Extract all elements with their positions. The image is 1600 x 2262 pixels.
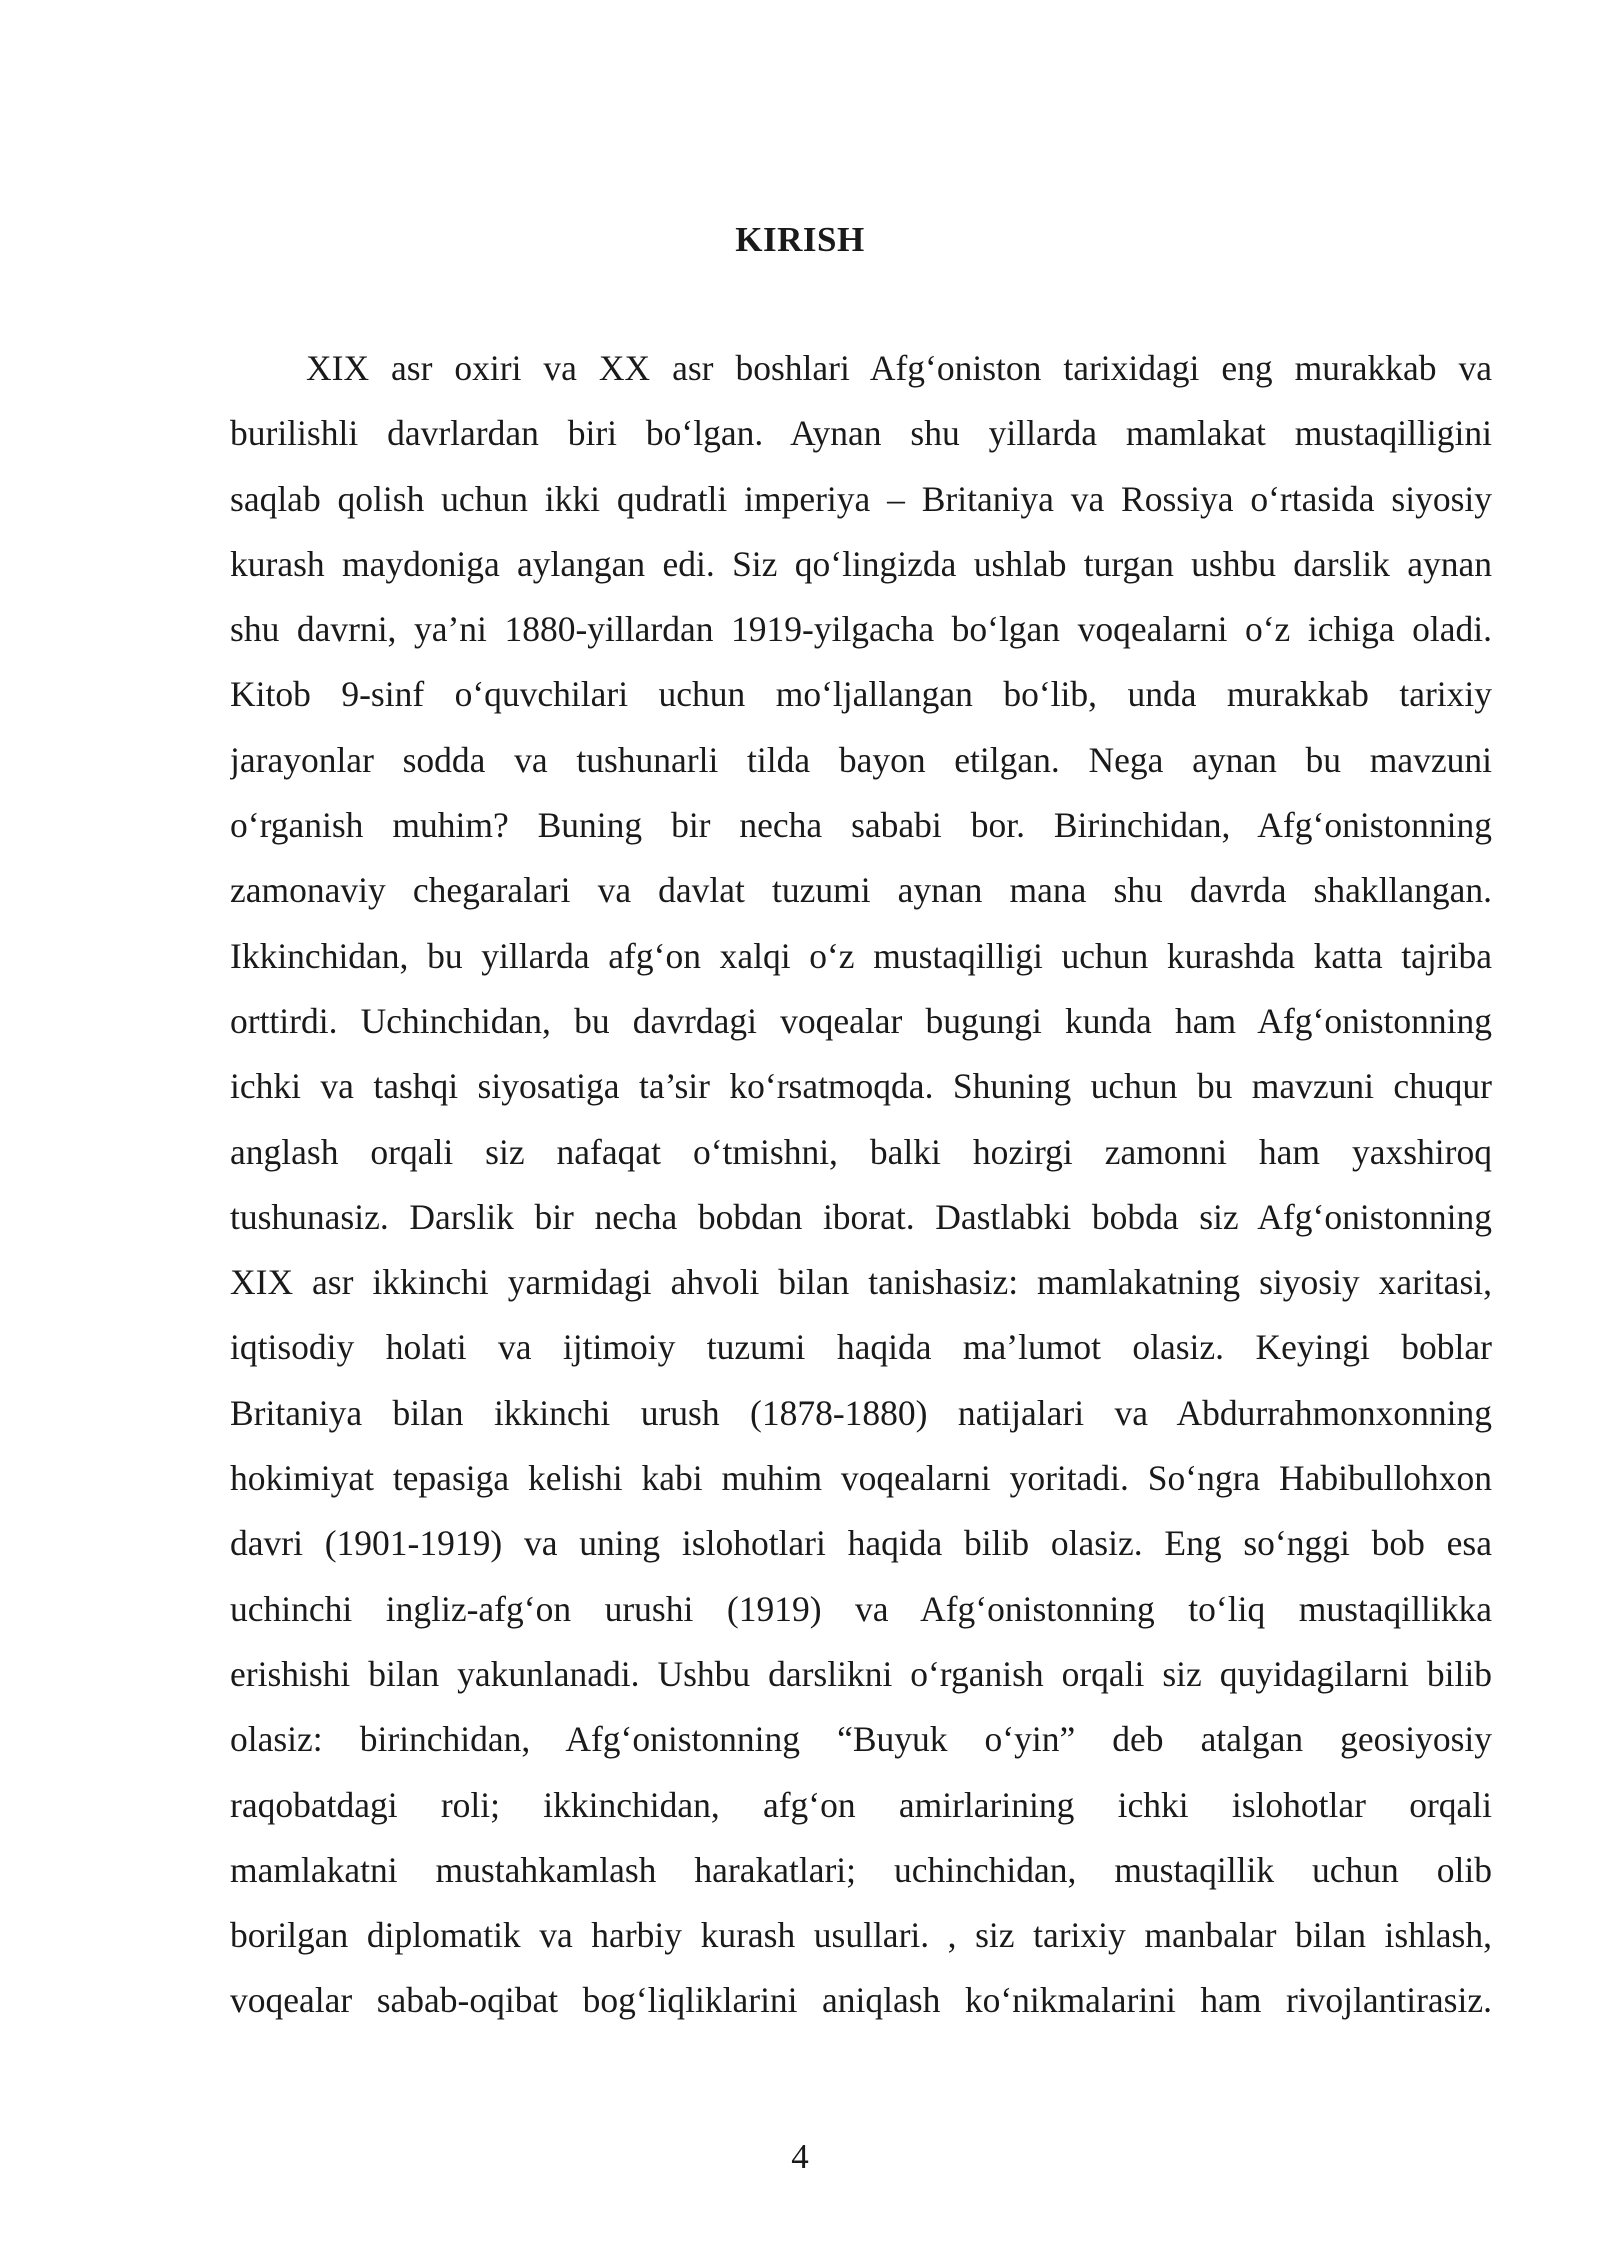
paragraph-line: mamlakatni mustahkamlash harakatlari; uchinchidan, mustaqillik uchun olib bbox=[230, 1849, 1492, 1890]
body-paragraph bbox=[230, 346, 1492, 2044]
paragraph-line: hokimiyat tepasiga kelishi kabi muhim voqealarni yoritadi. So‘ngra Habibullohxon bbox=[230, 1458, 1492, 1499]
paragraph-line: olasiz: birinchidan, Afg‘onistonning “Buyuk o‘yin” deb atalgan geosiyosiy bbox=[230, 1719, 1492, 1760]
paragraph-line: iqtisodiy holati va ijtimoiy tuzumi haqida ma’lumot olasiz. Keyingi boblar bbox=[230, 1327, 1492, 1368]
page-number: 4 bbox=[791, 2137, 809, 2176]
paragraph-line: jarayonlar sodda va tushunarli tilda bayon etilgan. Nega aynan bu mavzuni bbox=[230, 739, 1492, 780]
paragraph-line: erishishi bilan yakunlanadi. Ushbu darslikni o‘rganish orqali siz quyidagilarni bilib bbox=[230, 1653, 1492, 1694]
paragraph-line: saqlab qolish uchun ikki qudratli imperiya – Britaniya va Rossiya o‘rtasida siyosiy bbox=[230, 478, 1492, 519]
paragraph-line: Britaniya bilan ikkinchi urush (1878-1880) natijalari va Abdurrahmonxonning bbox=[230, 1392, 1492, 1433]
paragraph-line: burilishli davrlardan biri bo‘lgan. Aynan shu yillarda mamlakat mustaqilligini bbox=[230, 413, 1492, 454]
paragraph-line: uchinchi ingliz-afg‘on urushi (1919) va Afg‘onistonning to‘liq mustaqillikka bbox=[230, 1588, 1492, 1629]
paragraph-line: XIX asr oxiri va XX asr boshlari Afg‘oniston tarixidagi eng murakkab va bbox=[306, 348, 1492, 388]
paragraph-line: Kitob 9-sinf o‘quvchilari uchun mo‘ljallangan bo‘lib, unda murakkab tarixiy bbox=[230, 674, 1492, 715]
paragraph-line: voqealar sabab-oqibat bog‘liqliklarini aniqlash ko‘nikmalarini ham rivojlantirasiz. bbox=[230, 1980, 1492, 2021]
paragraph-line: zamonaviy chegaralari va davlat tuzumi aynan mana shu davrda shakllangan. bbox=[230, 870, 1492, 911]
paragraph-line: XIX asr ikkinchi yarmidagi ahvoli bilan tanishasiz: mamlakatning siyosiy xaritasi, bbox=[230, 1262, 1492, 1303]
paragraph-line: orttirdi. Uchinchidan, bu davrdagi voqealar bugungi kunda ham Afg‘onistonning bbox=[230, 1000, 1492, 1041]
paragraph-line: anglash orqali siz nafaqat o‘tmishni, balki hozirgi zamonni ham yaxshiroq bbox=[230, 1131, 1492, 1172]
paragraph-line: ichki va tashqi siyosatiga ta’sir ko‘rsatmoqda. Shuning uchun bu mavzuni chuqur bbox=[230, 1066, 1492, 1107]
section-title: KIRISH bbox=[735, 220, 865, 259]
paragraph-line: tushunasiz. Darslik bir necha bobdan iborat. Dastlabki bobda siz Afg‘onistonning bbox=[230, 1196, 1492, 1237]
paragraph-line: borilgan diplomatik va harbiy kurash usullari. , siz tarixiy manbalar bilan ishlash, bbox=[230, 1915, 1492, 1956]
paragraph-line: kurash maydoniga aylangan edi. Siz qo‘lingizda ushlab turgan ushbu darslik aynan bbox=[230, 543, 1492, 584]
paragraph-line: shu davrni, ya’ni 1880-yillardan 1919-yilgacha bo‘lgan voqealarni o‘z ichiga oladi. bbox=[230, 609, 1492, 650]
paragraph-line: o‘rganish muhim? Buning bir necha sababi bor. Birinchidan, Afg‘onistonning bbox=[230, 805, 1492, 846]
paragraph-line: Ikkinchidan, bu yillarda afg‘on xalqi o‘z mustaqilligi uchun kurashda katta tajriba bbox=[230, 935, 1492, 976]
paragraph-line: raqobatdagi roli; ikkinchidan, afg‘on amirlarining ichki islohotlar orqali bbox=[230, 1784, 1492, 1825]
paragraph-line: davri (1901-1919) va uning islohotlari haqida bilib olasiz. Eng so‘nggi bob esa bbox=[230, 1523, 1492, 1564]
